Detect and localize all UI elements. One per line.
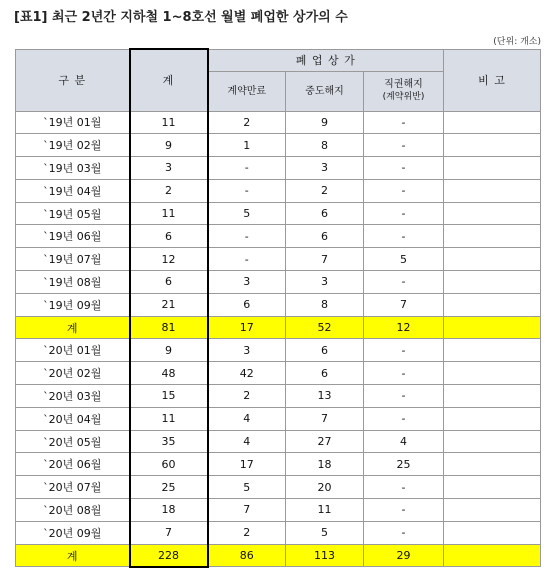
table-row xyxy=(16,339,541,362)
header-contract-end: 계약만료 xyxy=(208,71,286,111)
cell-total: 228 xyxy=(130,544,208,567)
cell-mid-term: 11 xyxy=(286,499,364,522)
cell-mid-term: 6 xyxy=(286,362,364,385)
cell-remarks xyxy=(444,499,541,522)
cell-total: 7 xyxy=(130,521,208,544)
cell-authority: - xyxy=(364,521,444,544)
cell-month: `19년 06월 xyxy=(16,225,130,248)
cell-remarks xyxy=(444,521,541,544)
cell-month: `19년 02월 xyxy=(16,134,130,157)
cell-remarks xyxy=(444,316,541,339)
cell-mid-term: 13 xyxy=(286,385,364,408)
cell-remarks xyxy=(444,362,541,385)
cell-total: 6 xyxy=(130,271,208,294)
cell-remarks xyxy=(444,202,541,225)
table-row xyxy=(16,271,541,294)
table-row xyxy=(16,225,541,248)
header-category: 구 분 xyxy=(16,49,130,111)
cell-contract-end: - xyxy=(208,225,286,248)
cell-total: 35 xyxy=(130,430,208,453)
header-closed-stores: 폐 업 상 가 xyxy=(208,49,444,71)
cell-remarks xyxy=(444,385,541,408)
cell-mid-term: 8 xyxy=(286,293,364,316)
cell-authority: - xyxy=(364,111,444,134)
cell-mid-term: 9 xyxy=(286,111,364,134)
cell-authority: - xyxy=(364,157,444,180)
cell-contract-end: 4 xyxy=(208,407,286,430)
cell-authority: 7 xyxy=(364,293,444,316)
cell-remarks xyxy=(444,407,541,430)
cell-total: 12 xyxy=(130,248,208,271)
cell-authority: - xyxy=(364,407,444,430)
cell-month: `19년 09월 xyxy=(16,293,130,316)
table-row xyxy=(16,202,541,225)
cell-authority: 4 xyxy=(364,430,444,453)
table-row xyxy=(16,407,541,430)
document-title: [표1] 최근 2년간 지하철 1~8호선 월별 폐업한 상가의 수 xyxy=(14,10,348,25)
cell-mid-term: 3 xyxy=(286,271,364,294)
cell-total: 25 xyxy=(130,476,208,499)
cell-remarks xyxy=(444,157,541,180)
cell-month: `20년 03월 xyxy=(16,385,130,408)
cell-remarks xyxy=(444,339,541,362)
cell-remarks xyxy=(444,248,541,271)
cell-mid-term: 5 xyxy=(286,521,364,544)
cell-contract-end: - xyxy=(208,248,286,271)
cell-month: `20년 08월 xyxy=(16,499,130,522)
cell-mid-term: 113 xyxy=(286,544,364,567)
cell-contract-end: 3 xyxy=(208,271,286,294)
cell-month: 계 xyxy=(16,316,130,339)
table-row xyxy=(16,362,541,385)
cell-contract-end: 4 xyxy=(208,430,286,453)
cell-mid-term: 52 xyxy=(286,316,364,339)
cell-mid-term: 3 xyxy=(286,157,364,180)
cell-remarks xyxy=(444,179,541,202)
cell-authority: - xyxy=(364,362,444,385)
cell-remarks xyxy=(444,430,541,453)
header-authority-line2: (계약위반) xyxy=(382,92,425,102)
cell-month: `20년 07월 xyxy=(16,476,130,499)
cell-contract-end: 5 xyxy=(208,202,286,225)
cell-authority: - xyxy=(364,271,444,294)
header-mid-term: 중도해지 xyxy=(286,71,364,111)
header-total: 계 xyxy=(130,49,208,111)
table-body xyxy=(16,111,541,567)
cell-mid-term: 18 xyxy=(286,453,364,476)
cell-remarks xyxy=(444,225,541,248)
cell-contract-end: - xyxy=(208,157,286,180)
cell-contract-end: 7 xyxy=(208,499,286,522)
cell-total: 11 xyxy=(130,407,208,430)
closed-stores-table xyxy=(15,48,541,568)
cell-contract-end: 17 xyxy=(208,316,286,339)
cell-total: 6 xyxy=(130,225,208,248)
cell-total: 48 xyxy=(130,362,208,385)
cell-authority: - xyxy=(364,385,444,408)
cell-contract-end: 2 xyxy=(208,111,286,134)
cell-total: 15 xyxy=(130,385,208,408)
cell-month: `19년 01월 xyxy=(16,111,130,134)
cell-authority: - xyxy=(364,476,444,499)
cell-month: `20년 04월 xyxy=(16,407,130,430)
cell-authority: - xyxy=(364,499,444,522)
cell-contract-end: 2 xyxy=(208,385,286,408)
cell-mid-term: 6 xyxy=(286,202,364,225)
cell-contract-end: 2 xyxy=(208,521,286,544)
cell-remarks xyxy=(444,293,541,316)
cell-total: 11 xyxy=(130,202,208,225)
table-row xyxy=(16,293,541,316)
cell-mid-term: 7 xyxy=(286,407,364,430)
cell-contract-end: 86 xyxy=(208,544,286,567)
cell-mid-term: 7 xyxy=(286,248,364,271)
cell-month: `20년 09월 xyxy=(16,521,130,544)
table-row xyxy=(16,453,541,476)
cell-total: 3 xyxy=(130,157,208,180)
cell-month: `20년 02월 xyxy=(16,362,130,385)
sum-row xyxy=(16,316,541,339)
cell-month: `19년 03월 xyxy=(16,157,130,180)
cell-remarks xyxy=(444,544,541,567)
sum-row xyxy=(16,544,541,567)
cell-total: 81 xyxy=(130,316,208,339)
cell-contract-end: 3 xyxy=(208,339,286,362)
cell-contract-end: - xyxy=(208,179,286,202)
unit-note: (단위: 개소) xyxy=(493,37,541,47)
cell-total: 18 xyxy=(130,499,208,522)
cell-total: 2 xyxy=(130,179,208,202)
cell-total: 9 xyxy=(130,339,208,362)
cell-mid-term: 6 xyxy=(286,339,364,362)
cell-mid-term: 2 xyxy=(286,179,364,202)
cell-authority: - xyxy=(364,134,444,157)
cell-remarks xyxy=(444,453,541,476)
cell-contract-end: 1 xyxy=(208,134,286,157)
cell-contract-end: 42 xyxy=(208,362,286,385)
cell-month: `20년 05월 xyxy=(16,430,130,453)
table-row xyxy=(16,179,541,202)
cell-month: `20년 01월 xyxy=(16,339,130,362)
cell-contract-end: 5 xyxy=(208,476,286,499)
table-row xyxy=(16,134,541,157)
cell-remarks xyxy=(444,476,541,499)
header-authority-line1: 직권해지 xyxy=(384,79,423,90)
table-row xyxy=(16,111,541,134)
cell-authority: 25 xyxy=(364,453,444,476)
header-remarks: 비 고 xyxy=(444,49,541,111)
cell-authority: - xyxy=(364,339,444,362)
cell-mid-term: 8 xyxy=(286,134,364,157)
cell-month: `19년 08월 xyxy=(16,271,130,294)
table-row xyxy=(16,521,541,544)
cell-month: `19년 05월 xyxy=(16,202,130,225)
cell-contract-end: 6 xyxy=(208,293,286,316)
cell-month: `20년 06월 xyxy=(16,453,130,476)
cell-total: 60 xyxy=(130,453,208,476)
cell-mid-term: 20 xyxy=(286,476,364,499)
cell-authority: - xyxy=(364,225,444,248)
cell-authority: - xyxy=(364,202,444,225)
table-row xyxy=(16,430,541,453)
cell-mid-term: 27 xyxy=(286,430,364,453)
cell-authority: - xyxy=(364,179,444,202)
table-row xyxy=(16,476,541,499)
cell-month: `19년 04월 xyxy=(16,179,130,202)
cell-authority: 29 xyxy=(364,544,444,567)
cell-authority: 5 xyxy=(364,248,444,271)
cell-remarks xyxy=(444,271,541,294)
cell-remarks xyxy=(444,111,541,134)
cell-total: 21 xyxy=(130,293,208,316)
table-row xyxy=(16,248,541,271)
cell-month: 계 xyxy=(16,544,130,567)
table-row xyxy=(16,157,541,180)
cell-contract-end: 17 xyxy=(208,453,286,476)
table-row xyxy=(16,499,541,522)
table-row xyxy=(16,385,541,408)
cell-remarks xyxy=(444,134,541,157)
cell-month: `19년 07월 xyxy=(16,248,130,271)
header-authority xyxy=(364,71,444,111)
cell-total: 9 xyxy=(130,134,208,157)
cell-total: 11 xyxy=(130,111,208,134)
cell-authority: 12 xyxy=(364,316,444,339)
cell-mid-term: 6 xyxy=(286,225,364,248)
